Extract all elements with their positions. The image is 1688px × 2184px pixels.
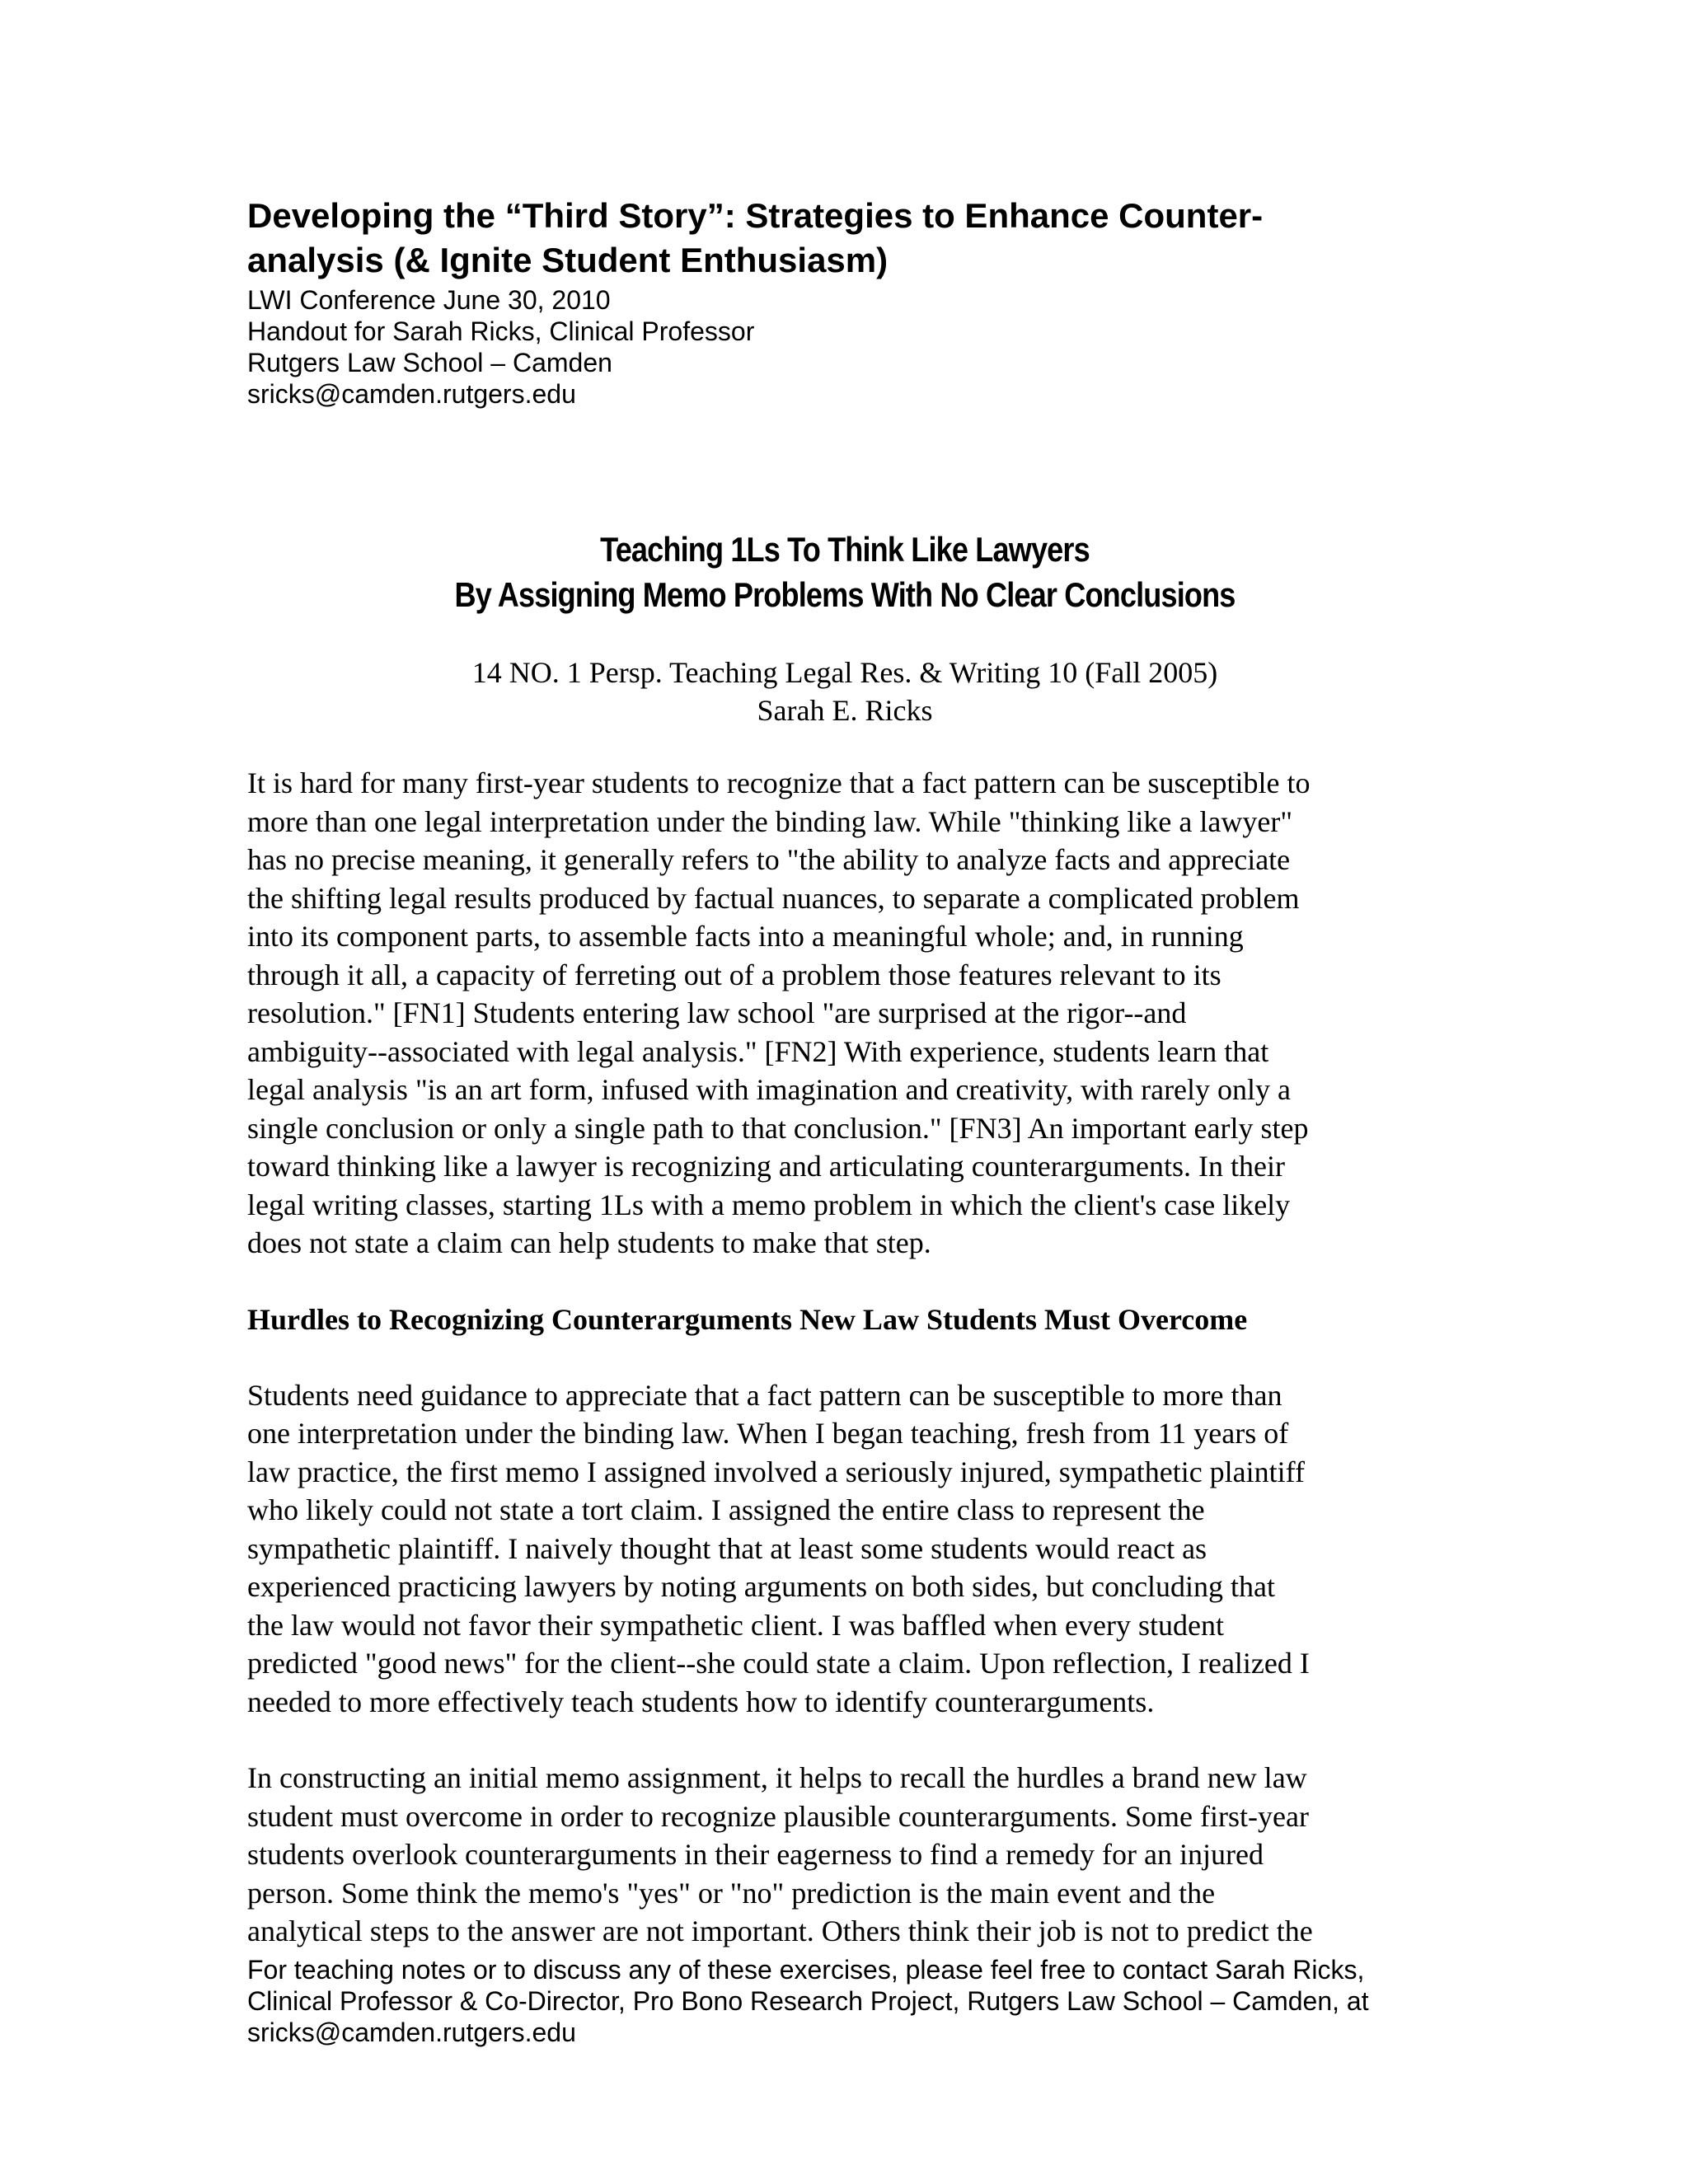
article-citation-block <box>247 654 1442 729</box>
text-line: who likely could not state a tort claim. I assigned the entire class to represent the <box>247 1493 1205 1526</box>
text-line: resolution." [FN1] Students entering law school "are surprised at the rigor--and <box>247 996 1187 1029</box>
text-line: legal analysis "is an art form, infused with imagination and creativity, with rarely only a <box>247 1073 1292 1106</box>
footer-email: sricks@camden.rutgers.edu <box>247 2017 576 2047</box>
article-title-line: By Assigning Memo Problems With No Clear Conclusions <box>454 575 1236 614</box>
section-heading: Hurdles to Recognizing Counterarguments New Law Students Must Overcome <box>247 1302 1248 1336</box>
handout-title-line: analysis (& Ignite Student Enthusiasm) <box>247 241 889 279</box>
handout-title-line: Developing the “Third Story”: Strategies to Enhance Counter- <box>247 196 1264 235</box>
text-line: Students need guidance to appreciate that a fact pattern can be susceptible to more than <box>247 1378 1282 1412</box>
text-line: has no precise meaning, it generally refers to "the ability to analyze facts and appreciate <box>247 843 1291 876</box>
text-line: the shifting legal results produced by factual nuances, to separate a complicated problem <box>247 881 1300 915</box>
text-line: legal writing classes, starting 1Ls with a memo problem in which the client's case likely <box>247 1188 1291 1221</box>
handout-title <box>247 194 1442 283</box>
text-line: the law would not favor their sympathetic client. I was baffled when every student <box>247 1608 1224 1642</box>
text-line: In constructing an initial memo assignment, it helps to recall the hurdles a brand new law <box>247 1761 1307 1794</box>
handout-header <box>247 194 1442 410</box>
text-line: experienced practicing lawyers by noting arguments on both sides, but concluding that <box>247 1570 1276 1603</box>
body-paragraph-1 <box>247 764 1442 1263</box>
text-line: law practice, the first memo I assigned involved a seriously injured, sympathetic plaintiff <box>247 1455 1305 1488</box>
text-line: It is hard for many first-year students to recognize that a fact pattern can be susceptible to <box>247 766 1311 799</box>
text-line: students overlook counterarguments in their eagerness to find a remedy for an injured <box>247 1838 1264 1871</box>
body-paragraph-2 <box>247 1376 1442 1722</box>
footer-line: For teaching notes or to discuss any of these exercises, please feel free to contact Sarah Ricks, <box>247 1954 1365 1985</box>
document-page <box>247 194 1442 2048</box>
text-line: analytical steps to the answer are not important. Others think their job is not to predict the <box>247 1915 1313 1947</box>
text-line: person. Some think the memo's "yes" or "no" prediction is the main event and the <box>247 1876 1216 1910</box>
conference-line: LWI Conference June 30, 2010 <box>247 285 611 315</box>
text-line: ambiguity--associated with legal analysis." [FN2] With experience, students learn that <box>247 1034 1269 1068</box>
page-footer-note <box>247 1954 1442 2048</box>
text-line: does not state a claim can help students to make that step. <box>247 1226 931 1259</box>
article-author: Sarah E. Ricks <box>757 694 933 727</box>
email-line: sricks@camden.rutgers.edu <box>247 379 576 409</box>
article-title-line: Teaching 1Ls To Think Like Lawyers <box>600 530 1090 569</box>
footer-line: Clinical Professor & Co-Director, Pro Bono Research Project, Rutgers Law School – Camden, at <box>247 1985 1369 2016</box>
text-line: sympathetic plaintiff. I naively thought that at least some students would react as <box>247 1531 1207 1565</box>
text-line: predicted "good news" for the client--she could state a claim. Upon reflection, I realized I <box>247 1647 1310 1680</box>
text-line: needed to more effectively teach students how to identify counterarguments. <box>247 1685 1155 1718</box>
body-paragraph-3 <box>247 1759 1442 1951</box>
text-line: one interpretation under the binding law. When I began teaching, fresh from 11 years of <box>247 1417 1289 1450</box>
text-line: toward thinking like a lawyer is recognizing and articulating counterarguments. In their <box>247 1150 1285 1183</box>
text-line: student must overcome in order to recognize plausible counterarguments. Some first-year <box>247 1799 1309 1833</box>
text-line: into its component parts, to assemble facts into a meaningful whole; and, in running <box>247 920 1244 953</box>
text-line: more than one legal interpretation under the binding law. While "thinking like a lawyer" <box>247 804 1293 838</box>
article-citation: 14 NO. 1 Persp. Teaching Legal Res. & Writing 10 (Fall 2005) <box>471 656 1218 689</box>
text-line: single conclusion or only a single path to that conclusion." [FN3] An important early step <box>247 1111 1309 1145</box>
text-line: through it all, a capacity of ferreting out of a problem those features relevant to its <box>247 958 1221 991</box>
institution-line: Rutgers Law School – Camden <box>247 348 612 377</box>
handout-author-line: Handout for Sarah Ricks, Clinical Professor <box>247 316 755 346</box>
article-title <box>331 527 1359 617</box>
handout-meta <box>247 284 1442 410</box>
